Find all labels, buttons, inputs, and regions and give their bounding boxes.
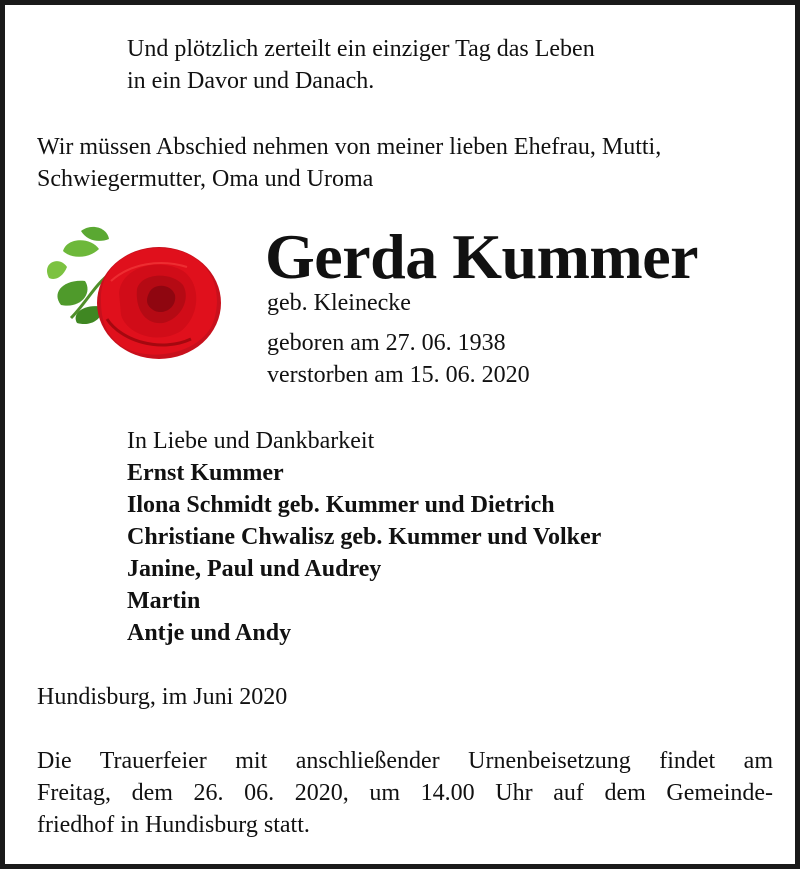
birth-date: geboren am 27. 06. 1938 <box>267 330 506 356</box>
mourner-name: Martin <box>127 588 201 614</box>
deceased-name: Gerda Kummer <box>265 221 698 292</box>
intro-line-1: Wir müssen Abschied nehmen von meiner lieben Ehefrau, Mutti, <box>37 134 662 160</box>
quote-line-1: Und plötzlich zerteilt ein einziger Tag das Leben <box>127 36 595 62</box>
place-and-date: Hundisburg, im Juni 2020 <box>37 684 288 710</box>
quote-line-2: in ein Davor und Danach. <box>127 68 375 94</box>
mourner-name: Christiane Chwalisz geb. Kummer und Volker <box>127 524 602 550</box>
mourner-name: Ernst Kummer <box>127 460 284 486</box>
death-date: verstorben am 15. 06. 2020 <box>267 362 530 388</box>
mourner-name: Antje und Andy <box>127 620 292 646</box>
mourner-name: Ilona Schmidt geb. Kummer und Dietrich <box>127 492 555 518</box>
intro-line-2: Schwiegermutter, Oma und Uroma <box>37 166 374 192</box>
maiden-name: geb. Kleinecke <box>267 290 411 316</box>
mourner-name: Janine, Paul und Audrey <box>127 556 382 582</box>
red-rose-icon <box>41 223 225 363</box>
mourners-intro: In Liebe und Dankbarkeit <box>127 428 375 454</box>
ceremony-line-3: friedhof in Hundisburg statt. <box>37 812 310 838</box>
ceremony-line-2: Freitag, dem 26. 06. 2020, um 14.00 Uhr auf dem Gemeinde- <box>37 780 773 806</box>
ceremony-line-1: Die Trauerfeier mit anschließender Urnenbeisetzung findet am <box>37 748 773 774</box>
